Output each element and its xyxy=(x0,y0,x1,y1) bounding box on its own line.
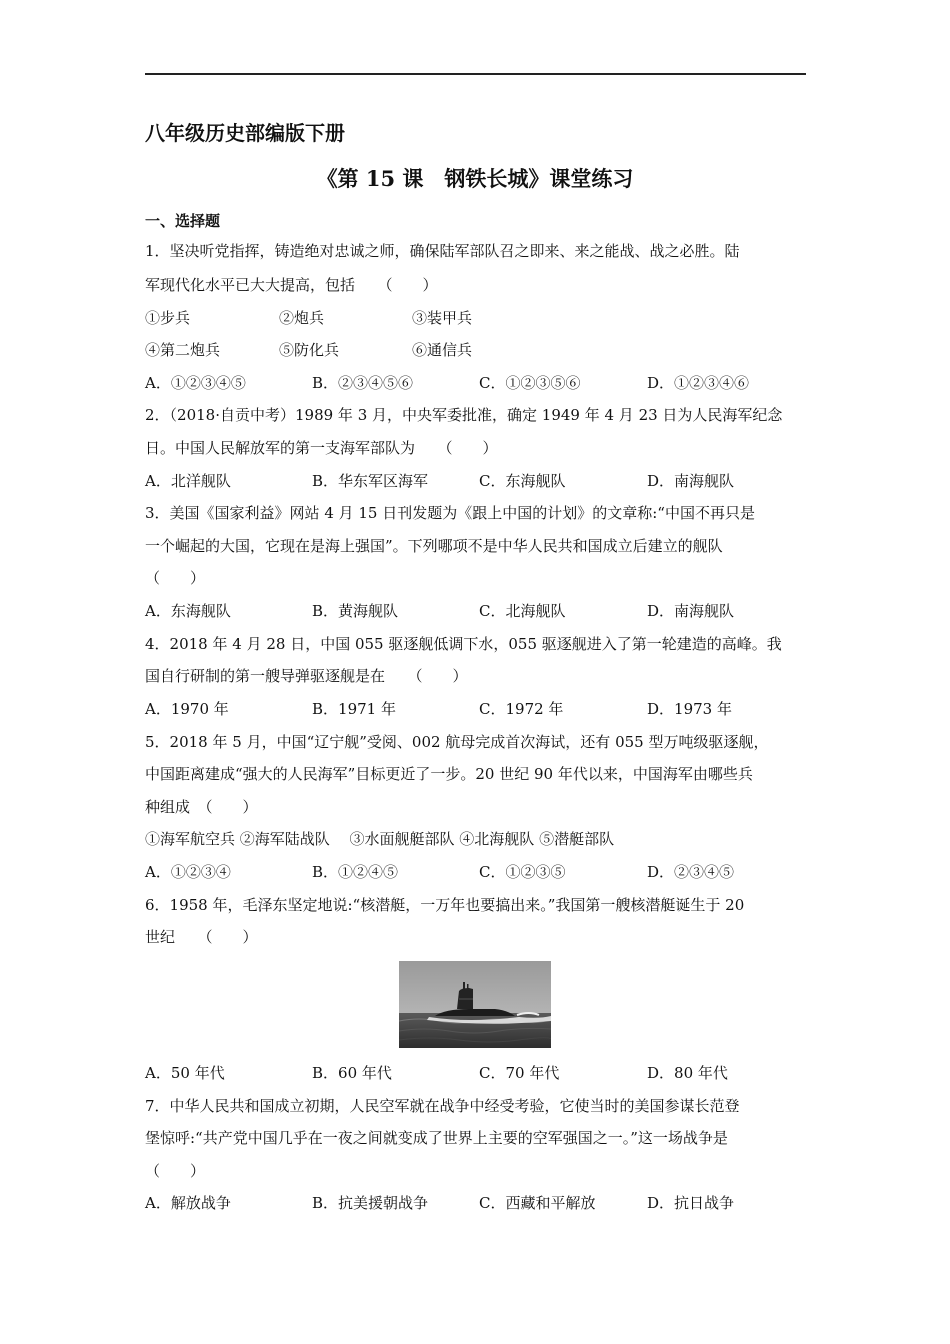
question-3-option-c[interactable]: C．北海舰队 xyxy=(479,602,566,620)
question-3-option-d[interactable]: D．南海舰队 xyxy=(647,602,735,620)
question-3-line-1: 3．美国《国家利益》网站 4 月 15 日刊发题为《跟上中国的计划》的文章称:“中国不再只是 xyxy=(145,504,755,522)
question-4-option-c[interactable]: C．1972 年 xyxy=(479,700,564,718)
question-7-line-2: 堡惊呼:“共产党中国几乎在一夜之间就变成了世界上主要的空军强国之一。”这一场战争是 xyxy=(145,1129,728,1147)
question-4-line-1: 4．2018 年 4 月 28 日，中国 055 驱逐舰低调下水，055 驱逐舰进入了第一轮建造的高峰。我 xyxy=(145,635,782,653)
submarine-photo xyxy=(399,961,551,1048)
question-3-option-b[interactable]: B．黄海舰队 xyxy=(312,602,399,620)
question-2-option-c[interactable]: C．东海舰队 xyxy=(479,472,566,490)
page-title: 《第 15 课 钢铁长城》课堂练习 xyxy=(316,166,634,191)
question-1-line-1: 1．坚决听党指挥，铸造绝对忠诚之师，确保陆军部队召之即来、来之能战、战之必胜。陆 xyxy=(145,242,740,260)
question-1-item: ②炮兵 xyxy=(279,309,325,327)
question-2-line-2: 日。中国人民解放军的第一支海军部队为 （ ） xyxy=(145,439,498,457)
question-5-line-1: 5．2018 年 5 月，中国“辽宁舰”受阅、002 航母完成首次海试，还有 055 型万吨级驱逐舰， xyxy=(145,733,769,751)
question-7-option-c[interactable]: C．西藏和平解放 xyxy=(479,1194,596,1212)
question-1-item: ④第二炮兵 xyxy=(145,341,221,359)
question-4-line-2: 国自行研制的第一艘导弹驱逐舰是在 （ ） xyxy=(145,667,468,685)
question-5-line-2: 中国距离建成“强大的人民海军”目标更近了一步。20 世纪 90 年代以来，中国海军由哪些兵 xyxy=(145,765,753,783)
question-6-option-c[interactable]: C．70 年代 xyxy=(479,1064,560,1082)
question-7-line-3: （ ） xyxy=(145,1162,206,1180)
question-1-option-d[interactable]: D．①②③④⑥ xyxy=(647,374,750,392)
header-rule xyxy=(145,73,806,75)
question-1-item: ⑥通信兵 xyxy=(412,341,473,359)
question-6-option-b[interactable]: B．60 年代 xyxy=(312,1064,392,1082)
section-heading: 一、选择题 xyxy=(145,212,221,230)
question-7-option-a[interactable]: A．解放战争 xyxy=(145,1194,231,1212)
question-5-option-b[interactable]: B．①②④⑤ xyxy=(312,863,399,881)
question-1-item: ③装甲兵 xyxy=(412,309,473,327)
question-7-option-d[interactable]: D．抗日战争 xyxy=(647,1194,735,1212)
question-3-line-2: 一个崛起的大国，它现在是海上强国”。下列哪项不是中华人民共和国成立后建立的舰队 xyxy=(145,537,723,555)
question-2-line-1: 2．（2018·自贡中考）1989 年 3 月，中央军委批准，确定 1949 年 4 月 23 日为人民海军纪念 xyxy=(145,406,783,424)
question-1-item: ⑤防化兵 xyxy=(279,341,340,359)
question-2-option-b[interactable]: B．华东军区海军 xyxy=(312,472,429,490)
question-7-option-b[interactable]: B．抗美援朝战争 xyxy=(312,1194,429,1212)
question-1-option-a[interactable]: A．①②③④⑤ xyxy=(145,374,246,392)
question-4-option-a[interactable]: A．1970 年 xyxy=(145,700,229,718)
question-6-option-d[interactable]: D．80 年代 xyxy=(647,1064,728,1082)
question-2-option-a[interactable]: A．北洋舰队 xyxy=(145,472,231,490)
question-3-line-3: （ ） xyxy=(145,569,206,587)
question-6-option-a[interactable]: A．50 年代 xyxy=(145,1064,225,1082)
question-5-option-a[interactable]: A．①②③④ xyxy=(145,863,231,881)
question-5-option-d[interactable]: D．②③④⑤ xyxy=(647,863,735,881)
question-6-line-1: 6．1958 年，毛泽东坚定地说:“核潜艇，一万年也要搞出来。”我国第一艘核潜艇诞生于 20 xyxy=(145,896,745,914)
question-6-line-2: 世纪 （ ） xyxy=(145,928,258,946)
question-5-items: ①海军航空兵 ②海军陆战队 ③水面舰艇部队 ④北海舰队 ⑤潜艇部队 xyxy=(145,830,615,848)
question-5-line-3: 种组成 （ ） xyxy=(145,798,258,816)
question-1-line-2: 军现代化水平已大大提高，包括 （ ） xyxy=(145,276,438,294)
question-1-option-b[interactable]: B．②③④⑤⑥ xyxy=(312,374,414,392)
question-4-option-b[interactable]: B．1971 年 xyxy=(312,700,396,718)
question-7-line-1: 7．中华人民共和国成立初期，人民空军就在战争中经受考验，它使当时的美国参谋长范登 xyxy=(145,1097,740,1115)
question-5-option-c[interactable]: C．①②③⑤ xyxy=(479,863,566,881)
question-1-option-c[interactable]: C．①②③⑤⑥ xyxy=(479,374,581,392)
question-4-option-d[interactable]: D．1973 年 xyxy=(647,700,732,718)
question-1-item: ①步兵 xyxy=(145,309,191,327)
question-2-option-d[interactable]: D．南海舰队 xyxy=(647,472,735,490)
grade-label: 八年级历史部编版下册 xyxy=(145,121,345,145)
question-3-option-a[interactable]: A．东海舰队 xyxy=(145,602,231,620)
